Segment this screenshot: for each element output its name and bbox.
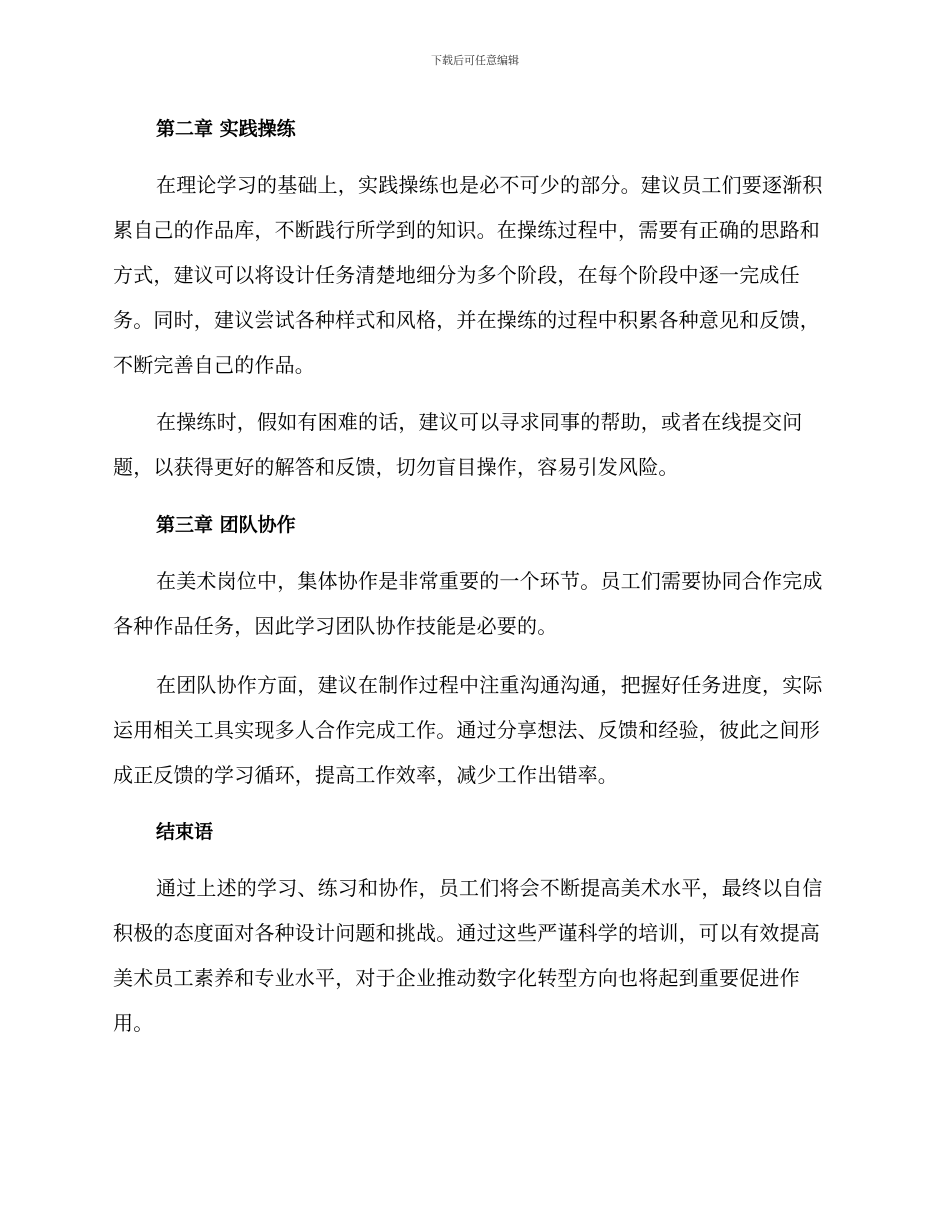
chapter-2-paragraph-2: 在操练时，假如有困难的话，建议可以寻求同事的帮助，或者在线提交问题，以获得更好的解答和反馈，切勿盲目操作，容易引发风险。: [113, 410, 803, 479]
conclusion-heading: 结束语: [156, 821, 214, 843]
page-header: 下载后可任意编辑: [431, 54, 519, 67]
chapter-3-paragraph-2: 在团队协作方面，建议在制作过程中注重沟通沟通，把握好任务进度，实际运用相关工具实现多人合作完成工作。通过分享想法、反馈和经验，彼此之间形成正反馈的学习循环，提高工作效率，减少工作出错率。: [113, 673, 823, 787]
chapter-3-paragraph-1: 在美术岗位中，集体协作是非常重要的一个环节。员工们需要协同合作完成各种作品任务，因此学习团队协作技能是必要的。: [113, 569, 823, 638]
chapter-2-paragraph-1: 在理论学习的基础上，实践操练也是必不可少的部分。建议员工们要逐渐积累自己的作品库，不断践行所学到的知识。在操练过程中，需要有正确的思路和方式，建议可以将设计任务清楚地细分为多个阶段，在每个阶段中逐一完成任务。同时，建议尝试各种样式和风格，并在操练的过程中积累各种意见和反馈，不断完善自己的作品。: [113, 173, 823, 377]
chapter-3-heading: 第三章 团队协作: [156, 514, 296, 536]
chapter-2-heading: 第二章 实践操练: [156, 118, 296, 140]
conclusion-paragraph: 通过上述的学习、练习和协作，员工们将会不断提高美术水平，最终以自信积极的态度面对各种设计问题和挑战。通过这些严谨科学的培训，可以有效提高美术员工素养和专业水平，对于企业推动数字化转型方向也将起到重要促进作用。: [113, 876, 823, 1035]
